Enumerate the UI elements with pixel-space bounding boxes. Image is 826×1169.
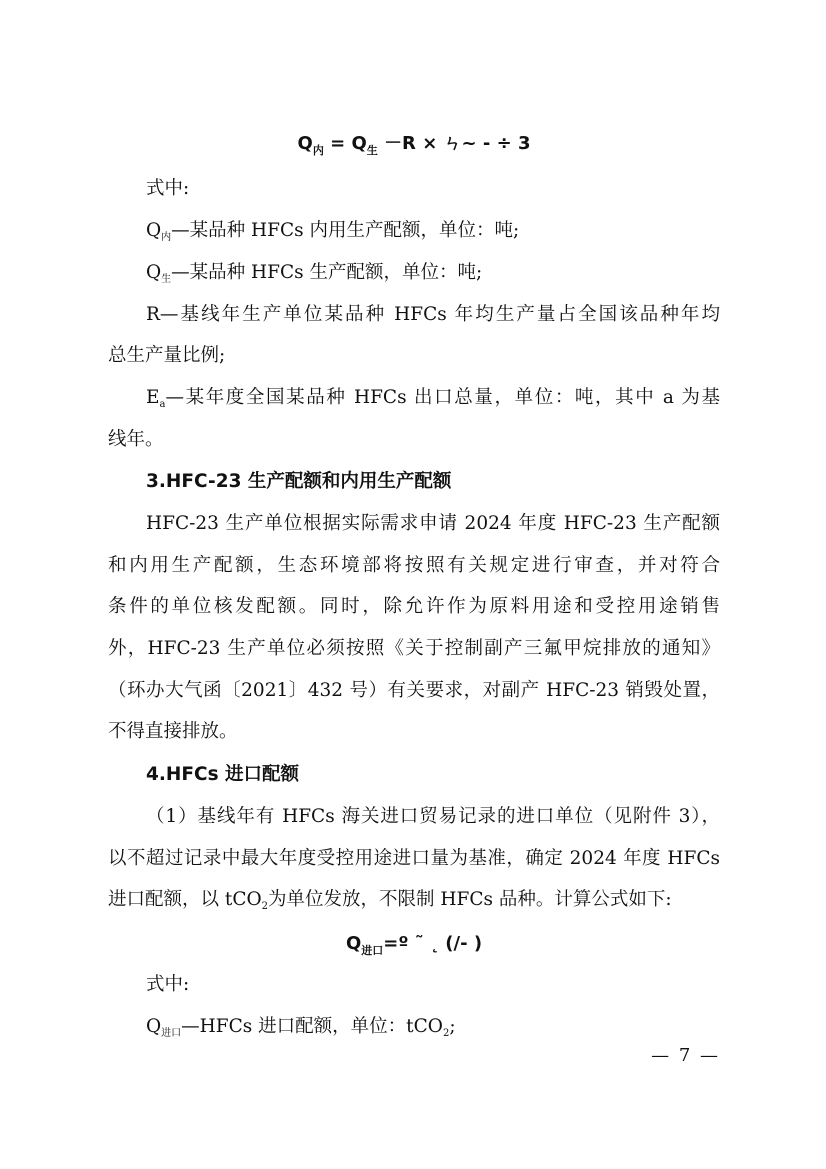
formula-q: Q bbox=[345, 933, 362, 954]
def-text: —某品种 HFCs 生产配额，单位：吨; bbox=[171, 262, 483, 283]
def-sub: 进口 bbox=[161, 1028, 182, 1039]
para3-line6: 不得直接排放。 bbox=[108, 721, 238, 742]
definition-q-nei bbox=[146, 218, 720, 251]
def-sym: E bbox=[146, 387, 160, 408]
formula-q2: Q bbox=[351, 133, 367, 154]
def-sym: Q bbox=[146, 220, 162, 241]
def-text: —某年度全国某品种 HFCs 出口总量，单位：吨，其中 a 为基 bbox=[165, 387, 720, 408]
formula-eq: = bbox=[330, 133, 346, 154]
formula-sub-jinkou: 进口 bbox=[361, 944, 384, 957]
formula-domestic-quota bbox=[108, 131, 720, 164]
def-sub: a bbox=[159, 399, 166, 410]
where-label-1: 式中: bbox=[146, 178, 190, 199]
definition-e-line1 bbox=[146, 385, 720, 418]
para3-line5: （环办大气函〔2021〕432 号）有关要求，对副产 HFC-23 销毁处置， bbox=[108, 680, 720, 701]
para3-line3: 条件的单位核发配额。同时，除允许作为原料用途和受控用途销售 bbox=[108, 596, 720, 617]
def-text-a: —HFCs 进口配额，单位：tCO bbox=[181, 1016, 443, 1037]
para4-line1: （1）基线年有 HFCs 海关进口贸易记录的进口单位（见附件 3）， bbox=[146, 806, 720, 827]
para4-line3-b: 为单位发放，不限制 HFCs 品种。计算公式如下: bbox=[268, 889, 672, 910]
para4-line3 bbox=[108, 887, 720, 920]
formula-rest: －R × ㄣ~ - ÷ 3 bbox=[384, 133, 531, 154]
def-text-sub: 2 bbox=[442, 1028, 450, 1039]
def-sub: 内 bbox=[161, 232, 172, 243]
formula-sub-nei: 内 bbox=[312, 144, 324, 157]
def-text: —某品种 HFCs 内用生产配额，单位：吨; bbox=[171, 220, 520, 241]
para4-line3-a: 进口配额，以 tCO bbox=[108, 889, 262, 910]
para3-line2: 和内用生产配额，生态环境部将按照有关规定进行审查，并对符合 bbox=[108, 555, 720, 576]
def-sym: Q bbox=[146, 262, 162, 283]
formula-rest: =º ˜ ˛ (/- ) bbox=[383, 933, 483, 954]
section-heading-3: 3.HFC-23 生产配额和内用生产配额 bbox=[146, 471, 452, 492]
definition-r-line2: 总生产量比例; bbox=[108, 345, 226, 366]
para3-line1: HFC-23 生产单位根据实际需求申请 2024 年度 HFC-23 生产配额 bbox=[146, 513, 720, 534]
para4-line3-sub: 2 bbox=[261, 901, 269, 912]
page-number: — 7 — bbox=[651, 1045, 720, 1066]
formula-q: Q bbox=[297, 133, 313, 154]
definition-q-sheng bbox=[146, 260, 720, 293]
definition-e-line2: 线年。 bbox=[108, 429, 164, 450]
def-sym: Q bbox=[146, 1016, 162, 1037]
para4-line2: 以不超过记录中最大年度受控用途进口量为基准，确定 2024 年度 HFCs bbox=[108, 848, 720, 869]
formula-sub-sheng: 生 bbox=[366, 144, 378, 157]
formula-import-quota bbox=[108, 931, 720, 964]
para3-line4: 外，HFC-23 生产单位必须按照《关于控制副产三氟甲烷排放的通知》 bbox=[108, 638, 720, 659]
definition-r-line1: R—基线年生产单位某品种 HFCs 年均生产量占全国该品种年均 bbox=[146, 304, 720, 325]
section-heading-4: 4.HFCs 进口配额 bbox=[146, 764, 300, 785]
where-label-2: 式中: bbox=[146, 974, 190, 995]
def-text-b: ; bbox=[449, 1016, 456, 1037]
def-sub: 生 bbox=[161, 274, 172, 285]
